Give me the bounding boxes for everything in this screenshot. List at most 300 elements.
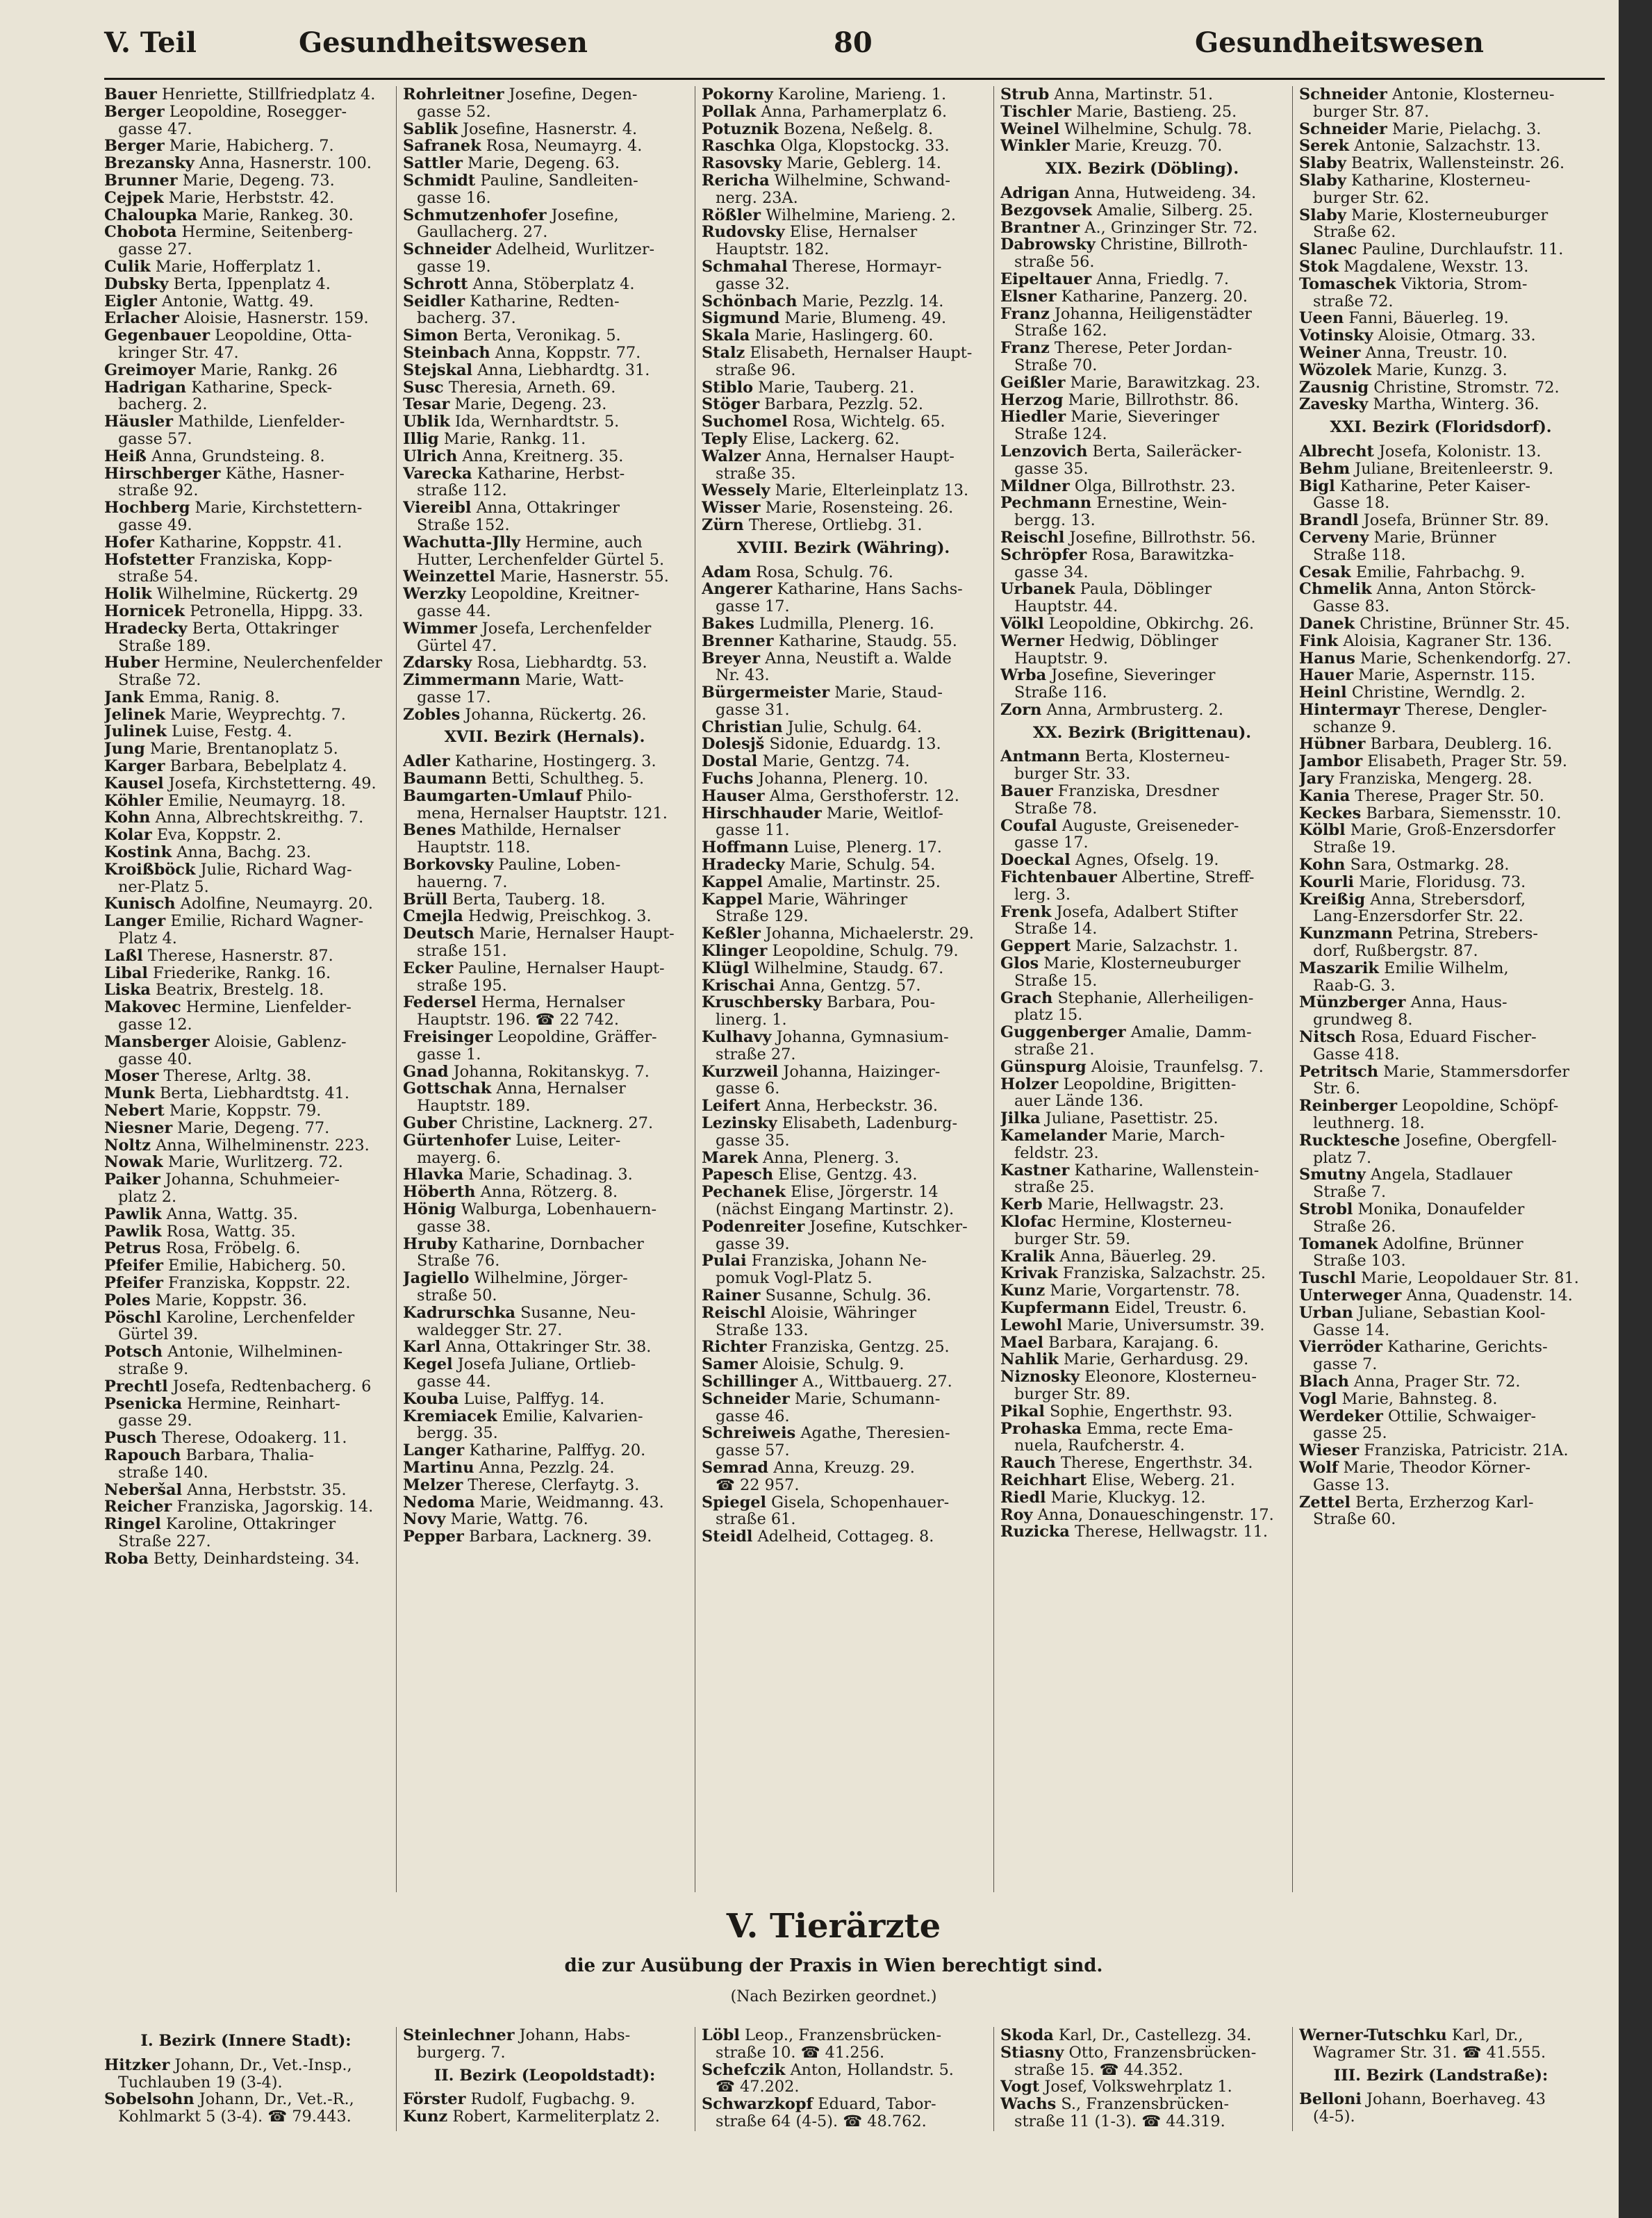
district-heading: XIX. Bezirk (Döbling).	[1045, 160, 1239, 179]
entry-surname: Mansberger	[104, 1033, 210, 1051]
entry-continuation: burger Str. 87.	[1313, 103, 1430, 121]
entry-surname: Dabrowsky	[1000, 236, 1096, 254]
entry	[1000, 633, 1284, 650]
entry-details: Katharine, Koppstr. 41.	[154, 533, 342, 552]
entry-surname: Werner	[1000, 632, 1064, 650]
entry-details: Emma, recte Ema-	[1081, 1420, 1233, 1438]
entry-continuation: Gasse 13.	[1313, 1476, 1390, 1494]
entry-details: Pauline, Durchlaufstr. 11.	[1357, 241, 1564, 258]
entry-details: Hedwig, Döblinger	[1064, 632, 1219, 650]
entry	[1299, 702, 1583, 719]
entry	[104, 1240, 388, 1257]
entry-surname: Serek	[1299, 138, 1349, 156]
entry-surname: Wrba	[1000, 667, 1047, 685]
entry	[702, 2062, 985, 2079]
entry-continuation: waldegger Str. 27.	[417, 1321, 563, 1339]
entry	[702, 310, 985, 327]
entry	[1299, 172, 1583, 190]
entry-continuation: Straße 118.	[1313, 546, 1406, 564]
entry-continuation: burgerg. 7.	[417, 2044, 506, 2062]
entry-surname: Erlacher	[104, 310, 179, 328]
entry-continuation: Straße 60.	[1313, 1511, 1396, 1529]
entry	[104, 1171, 388, 1189]
entry-details: Leopoldine, Kreitner-	[465, 586, 640, 603]
entry-surname: Noltz	[104, 1136, 151, 1154]
entry-surname: Kania	[1299, 787, 1350, 805]
entry	[104, 947, 388, 965]
entry	[104, 207, 388, 224]
entry-surname: Völkl	[1000, 615, 1044, 633]
entry-surname: Brantner	[1000, 219, 1080, 237]
entry-surname: Steidl	[702, 1528, 753, 1546]
entry-surname: Kreißig	[1299, 891, 1366, 909]
entry-continuation: gasse 29.	[118, 1412, 192, 1430]
entry-surname: Grach	[1000, 989, 1053, 1007]
entry-details: Marie, Kirchstettern-	[190, 499, 363, 517]
entry-details: Stephanie, Allerheiligen-	[1052, 989, 1254, 1007]
entry	[104, 965, 388, 982]
entry	[403, 1132, 686, 1150]
entry	[403, 586, 686, 603]
entry-surname: Kausel	[104, 775, 164, 793]
entry	[1000, 2044, 1284, 2062]
entry	[1000, 495, 1284, 512]
entry-continuation: Gürtel 47.	[417, 637, 497, 655]
entry	[104, 1102, 388, 1120]
entry-details: Christine, Lacknerg. 27.	[456, 1115, 654, 1132]
entry-details: Marie, Bastieng. 25.	[1071, 103, 1237, 121]
entry-continuation: kringer Str. 47.	[118, 344, 239, 362]
entry	[104, 775, 388, 793]
entry-surname: Kouba	[403, 1390, 459, 1408]
entry-surname: Angerer	[702, 581, 773, 599]
entry-details: Leopoldine, Otta-	[210, 327, 352, 345]
entry	[104, 276, 388, 293]
entry-details: Berta, Klosterneu-	[1080, 748, 1230, 766]
entry	[403, 327, 686, 345]
entry-details: Therese, Hasnerstr. 87.	[142, 947, 333, 965]
entry	[702, 994, 985, 1011]
entry-details: Elisabeth, Ladenburg-	[777, 1115, 958, 1132]
entry-surname: Unterweger	[1299, 1286, 1402, 1305]
entry-details: Eduard, Tabor-	[813, 2096, 936, 2113]
entry-details: Hermine, Neulerchenfelder	[159, 654, 383, 672]
directory-column-5	[1299, 86, 1583, 1528]
entry-details: Pauline, Hernalser Haupt-	[453, 959, 665, 977]
entry	[104, 895, 388, 913]
entry	[104, 1085, 388, 1102]
entry-details: Katharine, Hostingerg. 3.	[449, 753, 656, 771]
entry-surname: Behm	[1299, 460, 1350, 478]
entry-details: Marie, Habicherg. 7.	[164, 138, 334, 156]
entry	[1000, 1024, 1284, 1041]
entry-surname: Kruschbersky	[702, 994, 822, 1012]
entry-surname: Stiblo	[702, 379, 754, 397]
entry-surname: Schönbach	[702, 292, 798, 311]
entry-details: Johann, Dr., Vet.-Insp.,	[170, 2056, 352, 2074]
entry-surname: Winkler	[1000, 138, 1070, 156]
entry	[403, 172, 686, 190]
entry-surname: Schillinger	[702, 1373, 798, 1391]
entry-details: Sara, Ostmarkg. 28.	[1345, 856, 1510, 874]
entry	[702, 1305, 985, 1322]
entry-details: Elise, Hernalser	[784, 224, 918, 242]
entry-continuation: mena, Hernalser Hauptstr. 121.	[417, 804, 668, 822]
entry-details: Franziska, Dresdner	[1052, 783, 1219, 800]
entry	[104, 362, 388, 379]
entry-details: Anna, Wilhelminenstr. 223.	[150, 1136, 370, 1154]
entry-surname: Frenk	[1000, 903, 1052, 921]
entry-continuation: straße 21.	[1014, 1041, 1095, 1059]
entry-surname: Kostink	[104, 844, 172, 861]
entry-continuation: gasse 35.	[1014, 460, 1089, 478]
entry-details: Marie, Hasnerstr. 55.	[495, 568, 669, 586]
entry-details: Anna, Herbststr. 35.	[182, 1481, 347, 1499]
entry-surname: Brezansky	[104, 155, 195, 172]
entry-details: Berta, Liebhardtstg. 41.	[154, 1085, 350, 1103]
entry-details: Auguste, Greiseneder-	[1057, 817, 1239, 835]
entry-details: A., Grinzinger Str. 72.	[1080, 219, 1258, 237]
entry-surname: Nowak	[104, 1154, 163, 1172]
entry-surname: Weiner	[1299, 344, 1361, 362]
entry	[403, 908, 686, 925]
entry-continuation: nerg. 23A.	[716, 189, 798, 207]
entry	[1299, 736, 1583, 753]
entry-details: Therese, Peter Jordan-	[1049, 340, 1232, 357]
entry-surname: Petrus	[104, 1240, 161, 1258]
entry	[1000, 408, 1284, 426]
entry-surname: Liska	[104, 982, 151, 1000]
entry-continuation: straße 9.	[118, 1360, 189, 1378]
entry-surname: Huber	[104, 654, 160, 672]
entry-continuation: straße 151.	[417, 943, 507, 960]
entry-details: Marie, Weidmanng. 43.	[474, 1493, 664, 1512]
entry-details: Marie, Billrothstr. 86.	[1063, 391, 1239, 409]
entry	[1299, 86, 1583, 104]
entry-continuation: Straße 72.	[118, 672, 201, 689]
entry-details: Marie, Vorgartenstr. 78.	[1045, 1282, 1240, 1300]
entry	[702, 891, 985, 909]
entry	[104, 809, 388, 827]
entry-surname: Elsner	[1000, 288, 1057, 306]
entry	[702, 1459, 985, 1477]
entry-continuation: gasse 47.	[118, 120, 192, 138]
entry	[1299, 960, 1583, 977]
entry-details: Anna, Parhamerplatz 6.	[756, 103, 948, 121]
entry-surname: Wachs	[1000, 2096, 1057, 2113]
header-title-right: Gesundheitswesen	[1195, 26, 1484, 59]
entry-details: Marie, Kunzg. 3.	[1371, 361, 1508, 379]
entry	[1299, 667, 1583, 684]
entry	[1000, 1300, 1284, 1317]
entry-continuation: Hutter, Lerchenfelder Gürtel 5.	[417, 551, 665, 569]
entry-surname: Guber	[403, 1115, 457, 1132]
entry-continuation: gasse 52.	[417, 103, 491, 121]
entry-details: Olga, Billrothstr. 23.	[1069, 477, 1236, 495]
entry-details: Eva, Koppstr. 2.	[151, 827, 282, 845]
part-label: V. Teil	[104, 26, 197, 59]
entry-surname: Kurzweil	[702, 1063, 779, 1081]
entry-surname: Wieser	[1299, 1442, 1360, 1459]
entry	[403, 1494, 686, 1512]
entry-details: Marie, Bahnsteg. 8.	[1337, 1390, 1498, 1408]
entry-details: Anna, Anton Störck-	[1371, 581, 1536, 599]
entry	[1299, 461, 1583, 478]
entry-surname: Werner-Tutschku	[1299, 2027, 1447, 2044]
entry	[702, 104, 985, 121]
entry-continuation: Hauptstr. 196. ☎ 22 742.	[417, 1011, 620, 1029]
entry	[702, 977, 985, 995]
entry-surname: Hirschberger	[104, 465, 221, 483]
entry-details: Franziska, Salzachstr. 25.	[1057, 1265, 1266, 1283]
entry-details: Pauline, Loben-	[493, 856, 621, 874]
entry-continuation: Hauptstr. 44.	[1014, 598, 1118, 615]
entry-surname: Suchomel	[702, 413, 788, 431]
entry-surname: Adler	[403, 753, 450, 771]
entry-details: Amalie, Martinstr. 25.	[763, 873, 941, 891]
entry-details: Josefa, Brünner Str. 89.	[1358, 512, 1549, 529]
entry-surname: Herzog	[1000, 391, 1064, 409]
entry-surname: Martinu	[403, 1459, 474, 1477]
entry-details: Marie, Schumann-	[789, 1390, 941, 1408]
entry	[1299, 615, 1583, 633]
entry-surname: Vogt	[1000, 2078, 1040, 2096]
entry-details: Josefa, Kirchstetterng. 49.	[163, 775, 377, 793]
entry-surname: Zettel	[1299, 1493, 1351, 1512]
entry-surname: Papesch	[702, 1166, 774, 1184]
entry-surname: Hitzker	[104, 2056, 170, 2074]
entry-details: Alma, Gersthoferstr. 12.	[764, 787, 959, 805]
entry	[1299, 345, 1583, 362]
entry-surname: Schwarzkopf	[702, 2096, 813, 2113]
entry-surname: Franz	[1000, 340, 1050, 357]
entry-surname: Prechtl	[104, 1377, 168, 1396]
entry-surname: Kulhavy	[702, 1029, 772, 1046]
entry-surname: Susc	[403, 379, 444, 397]
entry	[702, 1184, 985, 1201]
entry-details: Herma, Hernalser	[476, 994, 625, 1012]
entry-surname: Makovec	[104, 999, 181, 1017]
entry-continuation: gasse 7.	[1313, 1356, 1378, 1373]
entry-details: Therese, Ortliebg. 31.	[743, 516, 923, 534]
entry-continuation: gasse 44.	[417, 602, 491, 620]
entry-surname: Gegenbauer	[104, 327, 210, 345]
entry-continuation: gasse 39.	[716, 1235, 790, 1253]
entry-details: Angela, Stadlauer	[1365, 1166, 1512, 1184]
entry	[1299, 276, 1583, 293]
entry-details: Franziska, Koppstr. 22.	[163, 1274, 351, 1292]
entry-continuation: Hauptstr. 182.	[716, 241, 829, 258]
entry-continuation: grundweg 8.	[1313, 1011, 1413, 1029]
entry-details: Marie, Hellwagstr. 23.	[1042, 1196, 1224, 1214]
entry	[104, 758, 388, 775]
entry-details: Aloisie, Traunfelsg. 7.	[1086, 1058, 1264, 1076]
entry	[1299, 891, 1583, 909]
entry-surname: Förster	[403, 2091, 466, 2109]
entry-details: Katharine, Staudg. 55.	[773, 632, 957, 650]
entry-details: Marie, Klosterneuburger	[1039, 955, 1241, 973]
entry-continuation: (nächst Eingang Martinstr. 2).	[716, 1201, 955, 1218]
entry-continuation: Wagramer Str. 31. ☎ 41.555.	[1313, 2044, 1546, 2062]
entry-details: Berta, Ippenplatz 4.	[168, 275, 331, 293]
entry-details: Viktoria, Strom-	[1396, 275, 1528, 293]
entry-details: Anna, Pezzlg. 24.	[474, 1459, 615, 1477]
entry-surname: Hanus	[1299, 649, 1355, 668]
entry-surname: Bauer	[1000, 783, 1053, 800]
column-separator	[396, 86, 397, 1892]
entry	[1000, 1127, 1284, 1145]
entry	[702, 1115, 985, 1132]
district-heading: XVII. Bezirk (Hernals).	[444, 728, 645, 747]
entry-continuation: auer Lände 136.	[1014, 1093, 1144, 1111]
entry-surname: Chobota	[104, 224, 177, 242]
entry-continuation: platz 15.	[1014, 1007, 1083, 1025]
entry	[403, 1442, 686, 1459]
entry-surname: Kunz	[1000, 1282, 1046, 1300]
entry-surname: Kappel	[702, 891, 763, 909]
entry-details: Franziska, Mengerg. 28.	[1333, 770, 1533, 788]
entry-surname: Rericha	[702, 172, 770, 190]
entry-surname: Leifert	[702, 1098, 761, 1116]
entry-surname: Strub	[1000, 86, 1050, 104]
entry	[1299, 1408, 1583, 1425]
entry	[104, 138, 388, 155]
entry-continuation: Straße 76.	[417, 1252, 500, 1271]
district-heading: I. Bezirk (Innere Stadt):	[140, 2032, 352, 2050]
entry	[702, 1339, 985, 1356]
entry-surname: Kupfermann	[1000, 1299, 1110, 1317]
entry-continuation: gasse 57.	[118, 430, 192, 448]
entry-surname: Klofac	[1000, 1214, 1057, 1231]
entry-details: Elise, Weberg. 21.	[1087, 1471, 1235, 1489]
entry-surname: Walzer	[702, 447, 761, 465]
entry	[1299, 1339, 1583, 1356]
entry	[403, 1305, 686, 1322]
entry-details: Wilhelmine, Jörger-	[469, 1270, 628, 1287]
entry-surname: Brandl	[1299, 512, 1359, 529]
entry-surname: Laßl	[104, 947, 143, 965]
entry-surname: Psenicka	[104, 1395, 183, 1413]
entry	[104, 1137, 388, 1154]
entry-continuation: Platz 4.	[118, 930, 177, 947]
entry-surname: Viereibl	[403, 499, 472, 517]
entry	[104, 1430, 388, 1447]
entry-surname: Slanec	[1299, 241, 1357, 258]
entry-details: Josefa Juliane, Ortlieb-	[452, 1356, 636, 1373]
entry-details: Elise, Jörgerstr. 14	[785, 1184, 939, 1201]
entry-surname: Kourli	[1299, 873, 1354, 891]
entry-details: Therese, Odoakerg. 11.	[156, 1430, 347, 1447]
entry-details: Katharine, Speck-	[186, 379, 333, 397]
entry-surname: Holzer	[1000, 1075, 1059, 1093]
entry	[702, 517, 985, 534]
entry	[403, 207, 686, 224]
entry-surname: Kremiacek	[403, 1407, 497, 1425]
entry-details: Wilhelmine, Schulg. 78.	[1059, 120, 1253, 138]
entry	[702, 224, 985, 241]
entry	[702, 482, 985, 499]
entry-surname: Richter	[702, 1339, 767, 1357]
entry	[1299, 1166, 1583, 1184]
entry-details: Josefine, Hasnerstr. 4.	[457, 120, 638, 138]
entry	[403, 1356, 686, 1373]
entry-details: Leopoldine, Rosegger-	[164, 103, 347, 121]
header-rule	[104, 78, 1605, 80]
entry-continuation: Straße 162.	[1014, 322, 1107, 340]
entry-continuation: Raab-G. 3.	[1313, 977, 1396, 995]
entry-details: Beatrix, Brestelg. 18.	[150, 982, 324, 1000]
entry	[403, 1391, 686, 1408]
entry	[104, 534, 388, 552]
entry-details: Fanni, Bäuerleg. 19.	[1344, 310, 1509, 328]
entry-continuation: Tuchlauben 19 (3-4).	[118, 2074, 283, 2092]
entry-surname: Brunner	[104, 172, 178, 190]
entry-surname: Neberšal	[104, 1481, 183, 1499]
entry	[1000, 852, 1284, 869]
entry	[702, 345, 985, 362]
vet-column-2	[403, 2027, 686, 2126]
entry	[702, 1218, 985, 1236]
entry-surname: Samer	[702, 1356, 758, 1373]
entry-continuation: burger Str. 89.	[1014, 1385, 1131, 1403]
entry-continuation: burger Str. 59.	[1014, 1230, 1131, 1248]
entry-continuation: straße 56.	[1014, 254, 1095, 271]
entry-details: Marie, Floridusg. 73.	[1354, 873, 1526, 891]
entry-details: Karl, Dr.,	[1446, 2027, 1523, 2044]
entry	[403, 2091, 686, 2108]
entry-continuation: lerg. 3.	[1014, 886, 1071, 904]
entry	[1000, 938, 1284, 955]
entry-surname: Coufal	[1000, 817, 1057, 835]
entry-details: Walburga, Lobenhauern-	[456, 1201, 657, 1218]
entry-surname: Hofstetter	[104, 551, 195, 569]
entry-details: Marie, Schulg. 54.	[784, 856, 936, 874]
entry-details: Leopoldine, Gräffer-	[493, 1029, 657, 1046]
entry	[702, 258, 985, 276]
entry-details: Therese, Arltg. 38.	[158, 1068, 312, 1086]
entry-details: Marie, Groß-Enzersdorfer	[1345, 822, 1555, 840]
entry-surname: Sattler	[403, 155, 463, 172]
entry-surname: Novy	[403, 1511, 446, 1529]
entry-details: Johanna, Haizinger-	[778, 1063, 941, 1081]
entry	[702, 1029, 985, 1046]
entry-details: Katharine, Redten-	[465, 292, 620, 311]
entry	[702, 431, 985, 448]
entry-surname: Urban	[1299, 1304, 1353, 1322]
entry-surname: Hübner	[1299, 736, 1366, 754]
entry	[403, 994, 686, 1011]
entry-surname: Illig	[403, 430, 439, 448]
entry	[104, 723, 388, 740]
entry-details: Monika, Donaufelder	[1353, 1201, 1525, 1218]
entry-details: Berta, Saileräcker-	[1087, 442, 1242, 461]
entry	[702, 839, 985, 856]
entry	[1000, 1489, 1284, 1507]
entry-surname: Kolar	[104, 827, 152, 845]
entry-surname: Fink	[1299, 632, 1339, 650]
entry-details: Barbara, Lacknerg. 39.	[463, 1528, 652, 1546]
entry	[702, 1373, 985, 1391]
entry-surname: Kadrurschka	[403, 1304, 516, 1322]
vet-column-3	[702, 2027, 985, 2130]
entry-details: Antonie, Salzachstr. 13.	[1348, 138, 1541, 156]
entry-details: Marie, Degeng. 63.	[462, 155, 620, 172]
entry-details: Anna, Treustr. 10.	[1360, 344, 1508, 362]
entry-continuation: Straße 70.	[1014, 356, 1098, 374]
entry-surname: Maszarik	[1299, 959, 1379, 977]
entry-details: Franziska, Kopp-	[194, 551, 333, 569]
entry-continuation: (4-5).	[1313, 2108, 1355, 2126]
